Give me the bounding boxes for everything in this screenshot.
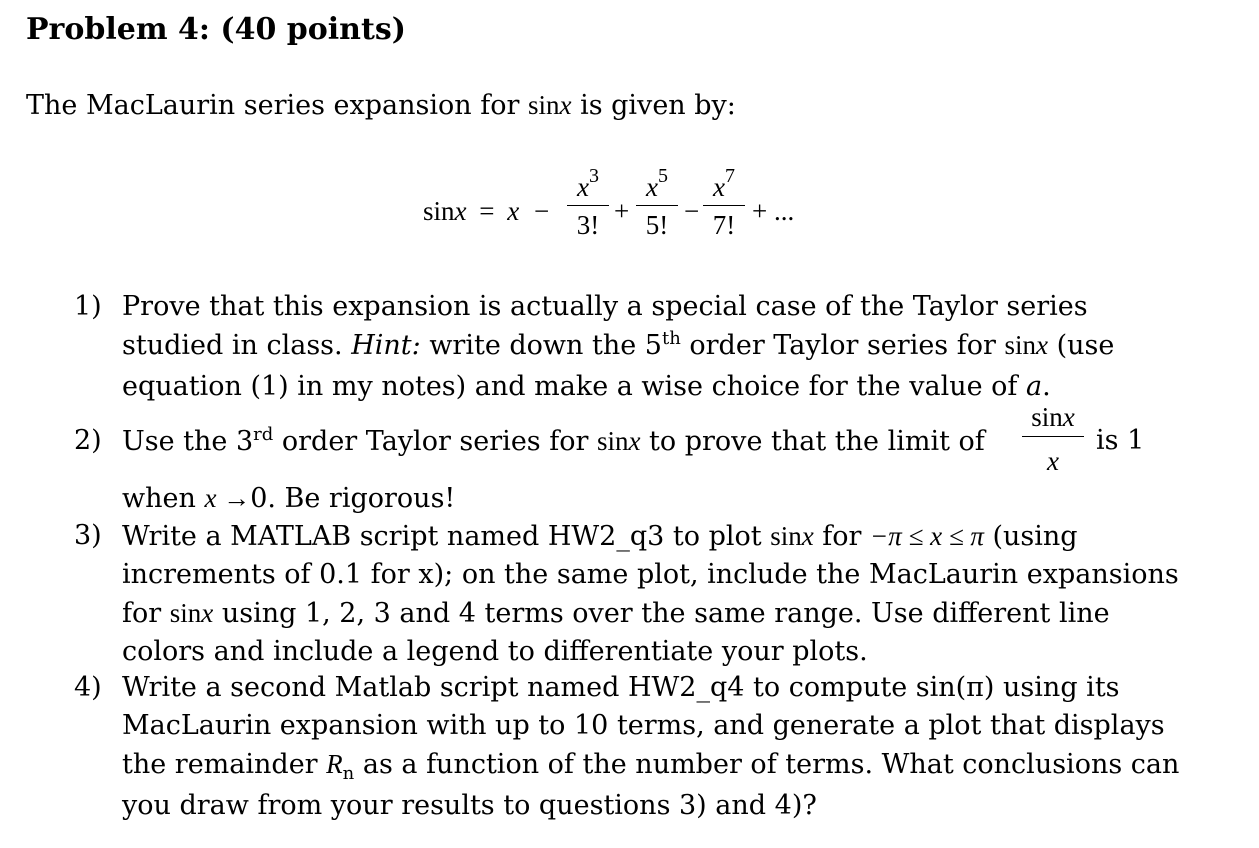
item-text: Write a MATLAB script named HW2_q3 to plot sinx for −π ≤ x ≤ π (using increments of 0.1 for x); on the same plot, include the MacLaurin expansions for sinx using 1, 2, 3 and 4 terms over the same range. Use different line colors and include a legend to differentiate your plots.	[122, 521, 1179, 667]
intro-before: The MacLaurin series expansion for	[26, 90, 528, 121]
plus-sign-1: +	[614, 196, 630, 226]
minus-sign-2: −	[684, 196, 700, 226]
item-number: 1)	[74, 291, 102, 322]
item-number: 3)	[74, 520, 102, 551]
intro-text	[26, 90, 736, 121]
formula-tail: + ...	[752, 196, 795, 226]
intro-after: is given by:	[571, 90, 736, 121]
formula-lhs: sinx = x −	[423, 196, 550, 226]
item-text: Write a second Matlab script named HW2_q4 to compute sin(π) using its MacLaurin expansion with up to 10 terms, and generate a plot that displays the remainder $R_n$ as a function of the number of terms. What conclusions can you draw from your results to questions 3) and 4)?	[122, 672, 1180, 821]
item-text: Use the 3rd order Taylor series for sinx to prove that the limit of	[122, 424, 985, 457]
item-number: 2)	[74, 425, 102, 456]
limit-fraction: sinx x	[1022, 398, 1084, 482]
term-x5-over-5fact: $x^5$ 5!	[636, 172, 678, 252]
problem-title: Problem 4: (40 points)	[26, 12, 406, 47]
item-text: Prove that this expansion is actually a special case of the Taylor series studied in class. Hint: write down the 5th order Taylor series for sinx (use equation (1) in my notes) and make a wise choice for the value of a.	[122, 291, 1115, 402]
is-one-text: is 1	[1096, 425, 1145, 456]
term-x7-over-7fact: $x^7$ 7!	[703, 172, 745, 252]
item-number: 4)	[74, 672, 102, 703]
item-text-cont: when x →0. Be rigorous!	[122, 483, 456, 514]
term-x3-over-3fact: $x^3$ 3!	[567, 172, 609, 252]
intro-sin: sinx	[527, 90, 572, 120]
